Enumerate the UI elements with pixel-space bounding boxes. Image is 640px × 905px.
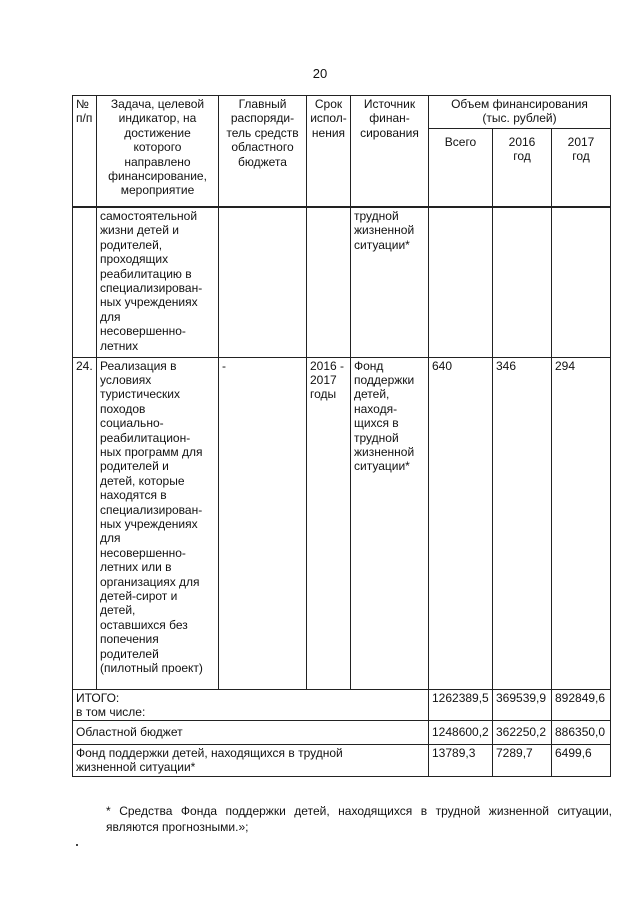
header-task: Задача, целевой индикатор, на достижение которого направлено финансирование, мероприятие [97,96,219,208]
row-2016 [493,207,552,357]
totals-label: ИТОГО: в том числе: [73,689,429,721]
header-2016: 2016 год [493,129,552,208]
header-manager: Главный распоряди- тель средств областного бюджета [219,96,307,208]
row-2017 [552,207,611,357]
row-2016: 346 [493,357,552,689]
totals-2017: 6499,6 [552,744,611,776]
header-2017: 2017 год [552,129,611,208]
totals-2017: 892849,6 [552,689,611,721]
row-source: трудной жизненной ситуации* [351,207,429,357]
table-row [73,207,611,357]
row-manager [219,207,307,357]
header-source: Источник финан- сирования [351,96,429,208]
row-period [307,207,351,357]
totals-total: 1248600,2 [429,721,493,744]
totals-total: 1262389,5 [429,689,493,721]
row-2017: 294 [552,357,611,689]
totals-row [73,744,611,776]
page-number: 20 [312,66,328,81]
header-funding: Объем финансирования (тыс. рублей) [429,96,611,129]
header-period: Срок испол- нения [307,96,351,208]
row-source: Фонд поддержки детей, находя- щихся в трудной жизненной ситуации* [351,357,429,689]
row-task: самостоятельной жизни детей и родителей, проходящих реабилитацию в специализирован- ных учреждениях для несовершенно- летних [97,207,219,357]
row-period: 2016 - 2017 годы [307,357,351,689]
header-total: Всего [429,129,493,208]
totals-row [73,721,611,744]
financing-table [72,95,611,777]
row-num [73,207,97,357]
footnote [72,803,612,835]
totals-label: Областной бюджет [73,721,429,744]
totals-label: Фонд поддержки детей, находящихся в трудной жизненной ситуации* [73,744,429,776]
totals-row [73,689,611,721]
row-num: 24. [73,357,97,689]
header-row [73,96,611,129]
header-num: № п/п [73,96,97,208]
stray-mark [76,844,78,846]
totals-2017: 886350,0 [552,721,611,744]
row-total: 640 [429,357,493,689]
totals-2016: 7289,7 [493,744,552,776]
totals-total: 13789,3 [429,744,493,776]
row-task: Реализация в условиях туристических походов социально- реабилитацион- ных программ для родителей и детей, которые находятся в специализирован- ных учреждениях для несовершенно- летних или в организациях для детей-сирот и детей, оставшихся без попечения родителей (пилотный проект) [97,357,219,689]
row-total [429,207,493,357]
totals-2016: 362250,2 [493,721,552,744]
table-row [73,357,611,689]
totals-2016: 369539,9 [493,689,552,721]
footnote-text: * Средства Фонда поддержки детей, находящихся в трудной жизненной ситуации, являются прогнозными.»; [106,804,612,834]
row-manager: - [219,357,307,689]
